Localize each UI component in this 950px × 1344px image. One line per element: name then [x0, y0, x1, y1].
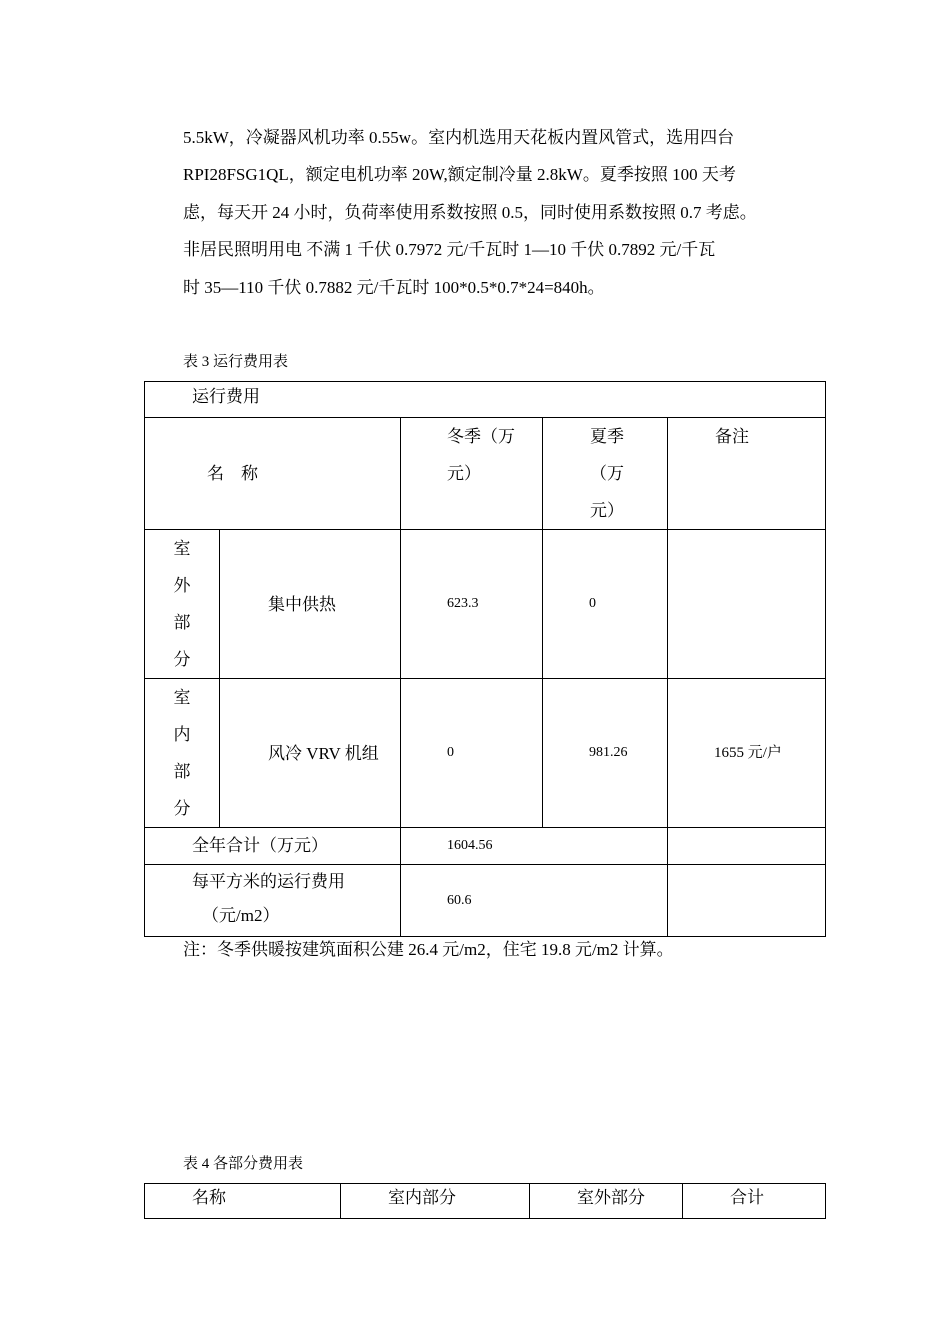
row-remark-cell [668, 679, 826, 828]
operating-cost-table [144, 381, 826, 937]
group-char: 内 [173, 725, 191, 744]
body-line: 虑，每天开 24 小时，负荷率使用系数按照 0.5，同时使用系数按照 0.7 考虑。 [183, 203, 757, 222]
row-summer-cell [543, 530, 668, 679]
per-sqm-label-cell [145, 865, 401, 937]
group-char: 部 [173, 613, 191, 632]
total-value: 1604.56 [447, 838, 493, 853]
per-sqm-unit: （元/m2） [202, 906, 280, 925]
group-char: 外 [173, 576, 191, 595]
per-sqm-value: 60.6 [447, 892, 472, 908]
table4-header-outdoor: 室外部分 [577, 1188, 645, 1207]
header-winter-line: 冬季（万 [447, 427, 515, 446]
group-char: 分 [173, 799, 191, 818]
row-summer-value: 981.26 [589, 745, 628, 760]
total-label-cell [145, 828, 401, 865]
row-name-cell [220, 679, 401, 828]
row-name: 集中供热 [268, 594, 336, 614]
group-cell-indoor [145, 679, 220, 828]
row-winter-value: 623.3 [447, 596, 479, 611]
row-summer-value: 0 [589, 596, 596, 611]
row-summer-cell [543, 679, 668, 828]
header-name-cell [145, 418, 401, 530]
total-remark-cell [668, 828, 826, 865]
row-name: 风冷 VRV 机组 [268, 743, 379, 763]
header-summer-line: 夏季 [590, 427, 624, 446]
per-sqm-label: 每平方米的运行费用 [192, 872, 345, 891]
row-name-cell [220, 530, 401, 679]
row-remark: 1655 元/户 [714, 744, 782, 761]
cost-breakdown-table [144, 1183, 826, 1219]
row-winter-value: 0 [447, 745, 454, 760]
table4-header-indoor: 室内部分 [388, 1188, 456, 1207]
group-char: 部 [173, 762, 191, 781]
header-winter-cell [401, 418, 543, 530]
group-char: 室 [173, 539, 191, 558]
header-name: 名 称 [207, 464, 258, 483]
group-char: 室 [173, 688, 191, 707]
table4-header-name: 名称 [192, 1188, 226, 1207]
group-char: 分 [173, 650, 191, 669]
header-remark-cell [668, 418, 826, 530]
table-title: 运行费用 [192, 387, 260, 406]
row-winter-cell [401, 530, 543, 679]
header-summer-cell [543, 418, 668, 530]
header-cell [530, 1184, 683, 1219]
body-line: 5.5kW，冷凝器风机功率 0.55w。室内机选用天花板内置风管式，选用四台 [183, 128, 735, 147]
table3-note: 注：冬季供暖按建筑面积公建 26.4 元/m2，住宅 19.8 元/m2 计算。 [183, 940, 674, 959]
header-cell [683, 1184, 826, 1219]
row-remark-cell [668, 530, 826, 679]
per-sqm-value-cell [401, 865, 668, 937]
header-cell [145, 1184, 341, 1219]
header-summer-line: （万 [590, 464, 624, 483]
table-title-cell [145, 382, 826, 418]
row-winter-cell [401, 679, 543, 828]
header-cell [341, 1184, 530, 1219]
table3-caption: 表 3 运行费用表 [183, 354, 289, 370]
table4-header-total: 合计 [730, 1188, 764, 1207]
table4-caption: 表 4 各部分费用表 [183, 1156, 304, 1172]
header-winter-line: 元） [447, 464, 481, 483]
header-summer-line: 元） [590, 501, 624, 520]
body-line: 时 35—110 千伏 0.7882 元/千瓦时 100*0.5*0.7*24=840h。 [183, 278, 605, 297]
total-label: 全年合计（万元） [192, 836, 328, 855]
header-remark: 备注 [715, 427, 749, 446]
group-cell-outdoor [145, 530, 220, 679]
total-value-cell [401, 828, 668, 865]
per-sqm-remark-cell [668, 865, 826, 937]
body-line: 非居民照明用电 不满 1 千伏 0.7972 元/千瓦时 1—10 千伏 0.7892 元/千瓦 [183, 240, 716, 259]
body-line: RPI28FSG1QL，额定电机功率 20W,额定制冷量 2.8kW。夏季按照 100 天考 [183, 165, 736, 184]
